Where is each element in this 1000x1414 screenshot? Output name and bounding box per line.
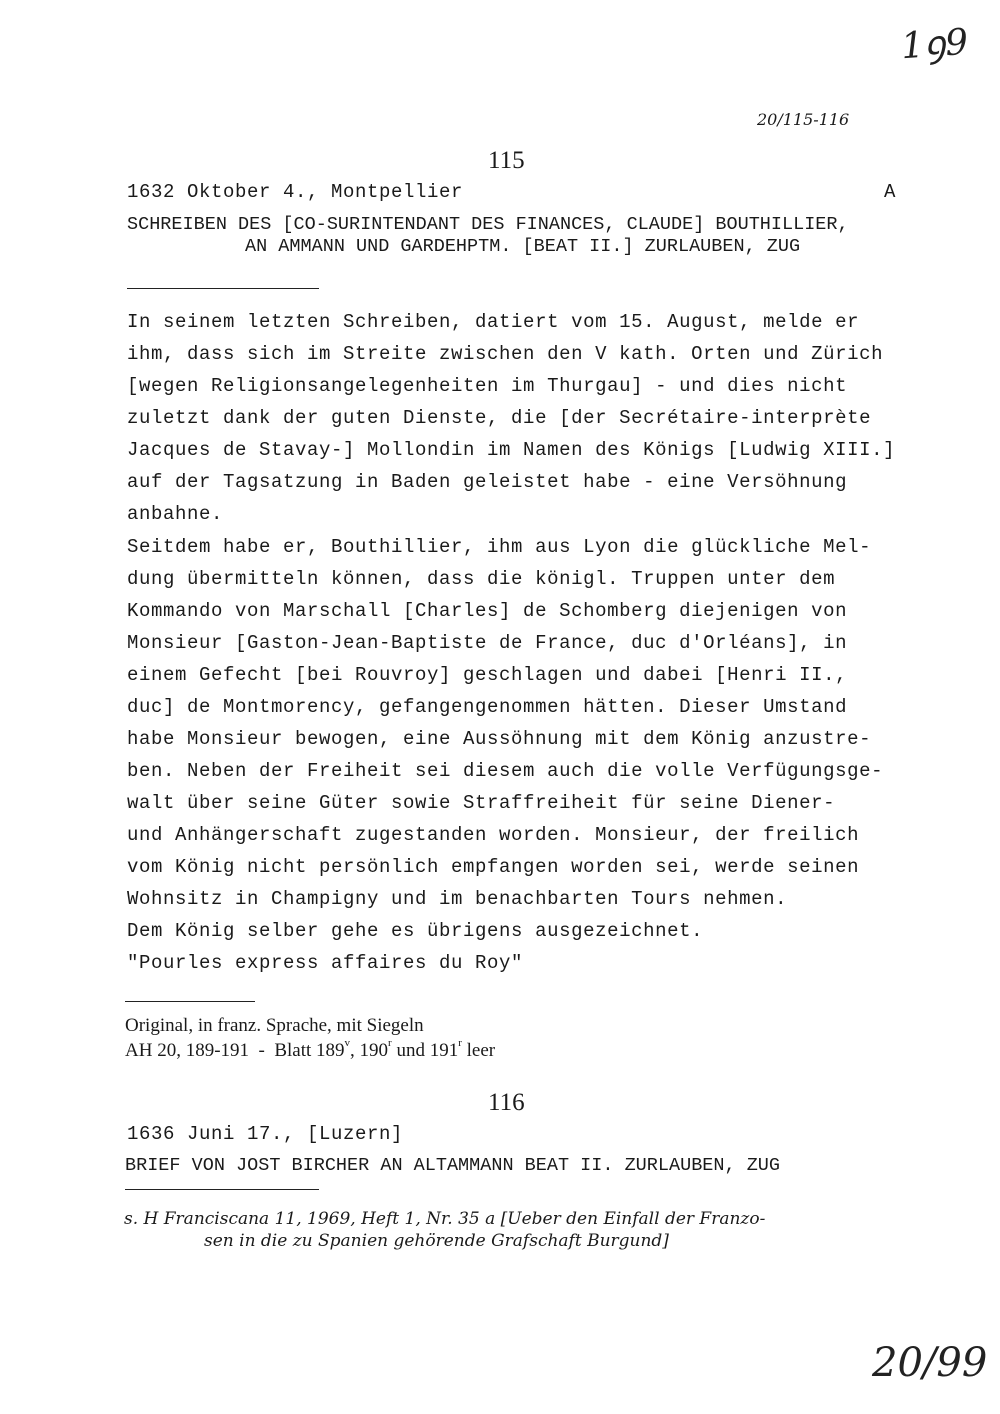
doc115-category: A (884, 181, 897, 203)
document-number-116: 116 (488, 1089, 525, 1116)
archive-note-mid: , 190 (350, 1040, 389, 1061)
body-line: auf der Tagsatzung in Baden geleistet habe - eine Versöhnung (127, 471, 848, 493)
body-line: zuletzt dank der guten Dienste, die [der Secrétaire-interprète (127, 407, 872, 429)
body-line: walt über seine Güter sowie Straffreiheit für seine Diener- (127, 792, 836, 814)
recto-mark: r (388, 1037, 392, 1049)
body-line: Jacques de Stavay-] Mollondin im Namen des Königs [Ludwig XIII.] (127, 439, 896, 461)
body-line: Kommando von Marschall [Charles] de Schomberg diejenigen von (127, 600, 848, 622)
body-line: "Pourles express affaires du Roy" (127, 952, 524, 974)
archive-note-prefix: AH 20, 189-191 - Blatt 189 (125, 1040, 345, 1061)
divider-rule (125, 1001, 255, 1002)
doc116-reference-line2: sen in die zu Spanien gehörende Grafschaft Burgund] (204, 1231, 669, 1251)
archive-note-mid2: und 191 (391, 1040, 459, 1061)
document-number-115: 115 (488, 147, 525, 174)
body-line: einem Gefecht [bei Rouvroy] geschlagen und dabei [Henri II., (127, 664, 848, 686)
body-line: Seitdem habe er, Bouthillier, ihm aus Lyon die glückliche Mel- (127, 536, 872, 558)
doc115-archive-note (125, 1037, 495, 1062)
body-line: anbahne. (127, 503, 224, 525)
body-line: duc] de Montmorency, gefangengenommen hätten. Dieser Umstand (127, 696, 848, 718)
body-line: ihm, dass sich im Streite zwischen den V kath. Orten und Zürich (127, 343, 884, 365)
doc115-source-note: Original, in franz. Sprache, mit Siegeln (125, 1015, 424, 1036)
doc115-title-line1: SCHREIBEN DES [CO-SURINTENDANT DES FINANCES, CLAUDE] BOUTHILLIER, (127, 214, 849, 235)
verso-mark: v (344, 1037, 351, 1049)
doc116-title: BRIEF VON JOST BIRCHER AN ALTAMMANN BEAT II. ZURLAUBEN, ZUG (125, 1155, 781, 1176)
body-line: Wohnsitz in Champigny und im benachbarten Tours nehmen. (127, 888, 788, 910)
body-line: habe Monsieur bewogen, eine Aussöhnung mit dem König anzustre- (127, 728, 872, 750)
body-line: Monsieur [Gaston-Jean-Baptiste de France, duc d'Orléans], in (127, 632, 848, 654)
archive-reference: 20/115-116 (757, 110, 850, 129)
divider-rule (125, 1189, 319, 1190)
body-line: ben. Neben der Freiheit sei diesem auch die volle Verfügungsge- (127, 760, 884, 782)
handwritten-page-number: 1ꝯ9 (899, 21, 970, 68)
divider-rule (127, 288, 319, 289)
doc116-date-place: 1636 Juni 17., [Luzern] (127, 1123, 404, 1145)
doc116-reference-line1: s. H Franciscana 11, 1969, Heft 1, Nr. 35 a [Ueber den Einfall der Franzo- (124, 1209, 766, 1229)
body-line: und Anhängerschaft zugestanden worden. Monsieur, der freilich (127, 824, 860, 846)
doc115-title-line2: AN AMMANN UND GARDEHPTM. [BEAT II.] ZURLAUBEN, ZUG (245, 236, 801, 257)
body-line: Dem König selber gehe es übrigens ausgezeichnet. (127, 920, 704, 942)
body-line: In seinem letzten Schreiben, datiert vom 15. August, melde er (127, 311, 860, 333)
doc115-date-place: 1632 Oktober 4., Montpellier (127, 181, 464, 203)
archive-note-suffix: leer (461, 1040, 496, 1061)
body-line: dung übermitteln können, dass die königl. Truppen unter dem (127, 568, 836, 590)
body-line: [wegen Religionsangelegenheiten im Thurgau] - und dies nicht (127, 375, 848, 397)
body-line: vom König nicht persönlich empfangen worden sei, werde seinen (127, 856, 860, 878)
recto-mark: r (458, 1037, 462, 1049)
handwritten-folio-note: 20/99 (872, 1340, 988, 1386)
